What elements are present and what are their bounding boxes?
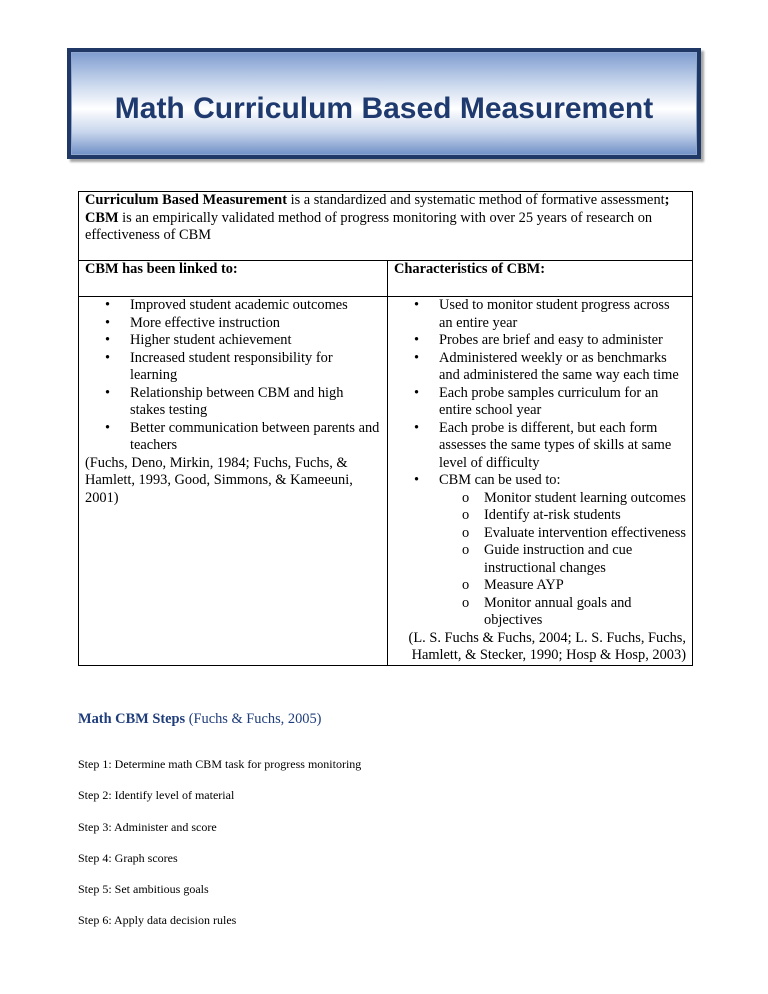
steps-citation: (Fuchs & Fuchs, 2005): [185, 711, 322, 727]
list-item: [394, 472, 686, 490]
list-item: • Each probe is different, but each form assesses the same types of skills at same level of difficulty: [394, 420, 686, 473]
left-citation: (Fuchs, Deno, Mirkin, 1984; Fuchs, Fuchs, & Hamlett, 1993, Good, Simmons, & Kameeuni, 2001): [85, 454, 353, 506]
title-banner: [67, 48, 701, 159]
step-item: Step 3: Administer and score: [78, 820, 217, 834]
intro-term: Curriculum Based Measurement: [85, 192, 287, 208]
sub-list-item: o Monitor annual goals and objectives: [394, 595, 686, 630]
page-title: Math Curriculum Based Measurement: [114, 91, 654, 125]
intro-cell: [79, 192, 693, 261]
list-item: • Administered weekly or as benchmarks and administered the same way each time: [394, 350, 686, 385]
list-item-label: CBM can be used to:: [439, 472, 561, 488]
step-item: Step 6: Apply data decision rules: [78, 913, 237, 927]
list-item: • Improved student academic outcomes: [85, 297, 381, 315]
intro-cbm-term: ; CBM: [85, 192, 670, 226]
sub-list-item: o Monitor student learning outcomes: [394, 490, 686, 508]
characteristics-cell: [388, 297, 693, 666]
intro-text-1: is a standardized and systematic method of formative assessment: [286, 192, 665, 208]
uses-sublist: [394, 490, 686, 630]
cbm-table: [78, 191, 693, 666]
list-item: • More effective instruction: [85, 315, 381, 333]
list-item: • Relationship between CBM and high stakes testing: [85, 385, 381, 420]
list-item: • Better communication between parents and teachers: [85, 420, 381, 455]
list-item: • Used to monitor student progress across an entire year: [394, 297, 686, 332]
step-item: Step 2: Identify level of material: [78, 788, 235, 802]
characteristics-list: [394, 297, 686, 490]
list-item: • Probes are brief and easy to administer: [394, 332, 686, 350]
steps-title: Math CBM Steps: [78, 711, 186, 727]
list-item: • Each probe samples curriculum for an entire school year: [394, 385, 686, 420]
linked-to-list: [85, 297, 381, 455]
sub-list-item: o Evaluate intervention effectiveness: [394, 525, 686, 543]
sub-list-item: o Measure AYP: [394, 577, 686, 595]
list-item: • Higher student achievement: [85, 332, 381, 350]
sub-list-item: o Identify at-risk students: [394, 507, 686, 525]
step-item: Step 4: Graph scores: [78, 851, 178, 865]
steps-heading: [78, 711, 321, 728]
left-header: CBM has been linked to:: [79, 261, 388, 297]
right-citation: (L. S. Fuchs & Fuchs, 2004; L. S. Fuchs, Fuchs, Hamlett, & Stecker, 1990; Hosp & Hosp, 2003): [408, 629, 686, 663]
intro-text-2: is an empirically validated method of progress monitoring with over 25 years of research on effectiveness of CBM: [85, 209, 653, 243]
list-item: • Increased student responsibility for learning: [85, 350, 381, 385]
sub-list-item: o Guide instruction and cue instructional changes: [394, 542, 686, 577]
linked-to-cell: [79, 297, 388, 666]
step-item: Step 5: Set ambitious goals: [78, 882, 209, 896]
step-item: Step 1: Determine math CBM task for progress monitoring: [78, 757, 362, 771]
right-header: Characteristics of CBM:: [388, 261, 693, 297]
